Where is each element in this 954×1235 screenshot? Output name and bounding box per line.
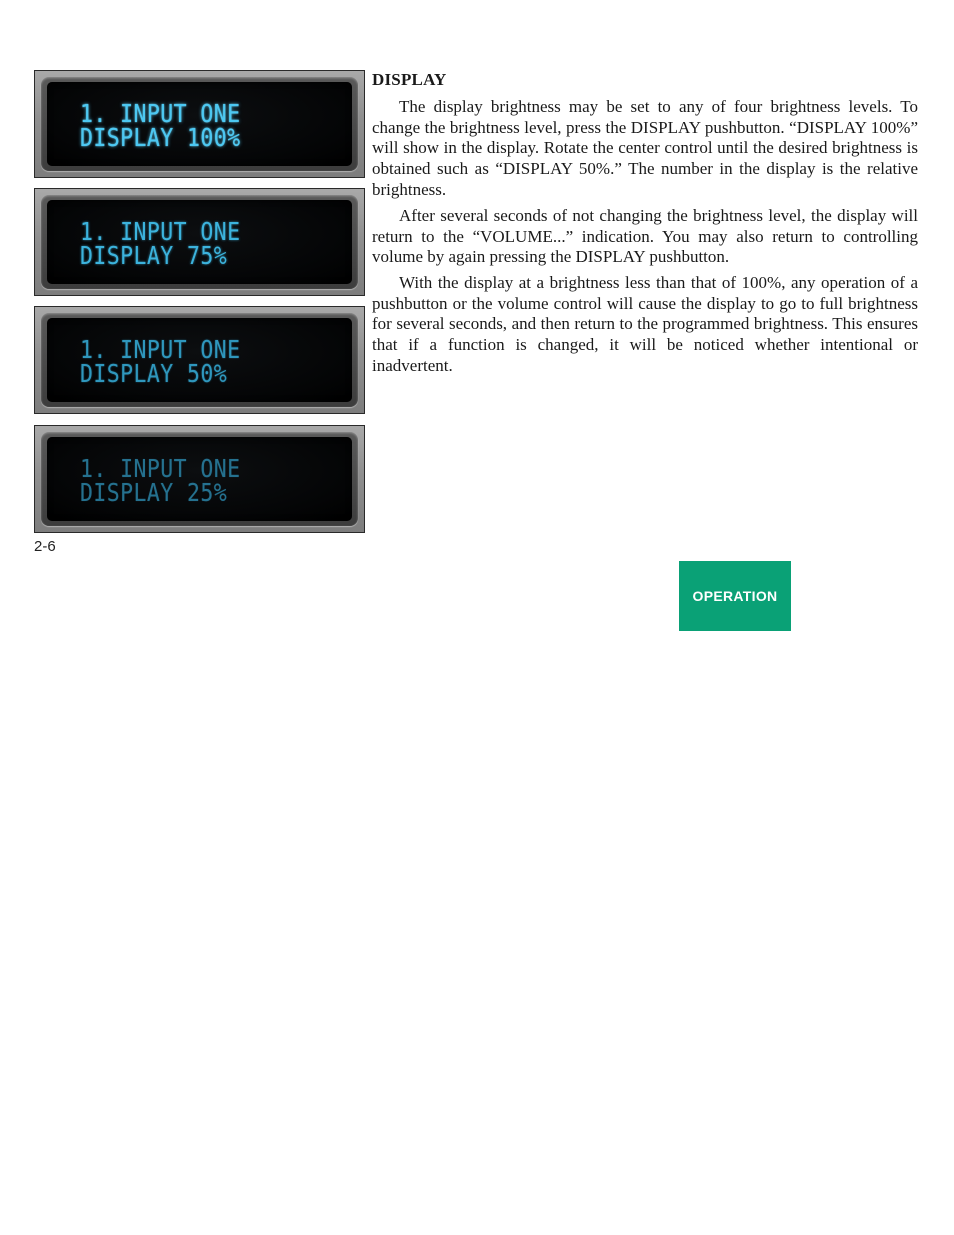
vfd-line-2: DISPLAY 25%	[80, 478, 228, 507]
vfd-screen	[47, 82, 352, 166]
display-photo-50	[34, 306, 365, 414]
display-photo-75	[34, 188, 365, 296]
vfd-screen	[47, 318, 352, 402]
vfd-line-2: DISPLAY 75%	[80, 241, 228, 270]
paragraph-brightness-levels: The display brightness may be set to any of four brightness levels. To change the brightness level, press the DISPLAY pushbutton. “DISPLAY 100%” will show in the display. Rotate the center control until the desired brightness is obtained such as “DISPLAY 50%.” The number in the display is the relative brightness.	[372, 97, 918, 199]
display-photo-25	[34, 425, 365, 533]
vfd-line-2: DISPLAY 50%	[80, 359, 228, 388]
vfd-line-2: DISPLAY 100%	[80, 123, 241, 152]
operation-section-tab	[679, 561, 791, 631]
display-bezel	[41, 195, 358, 289]
vfd-line-1: 1. INPUT ONE	[80, 99, 241, 128]
vfd-screen	[47, 437, 352, 521]
section-heading: DISPLAY	[372, 70, 447, 89]
paragraph-return-to-volume: After several seconds of not changing the brightness level, the display will return to the “VOLUME...” indication. You may also return to controlling volume by again pressing the DISPLAY pushbutton.	[372, 206, 918, 267]
vfd-line-1: 1. INPUT ONE	[80, 454, 241, 483]
section-tab-label: OPERATION	[692, 588, 778, 604]
paragraph-full-brightness: With the display at a brightness less than that of 100%, any operation of a pushbutton or the volume control will cause the display to go to full brightness for several seconds, and then return to the programmed brightness. This ensures that if a function is changed, it will be noticed whether intentional or inadvertent.	[372, 273, 918, 375]
vfd-screen	[47, 200, 352, 284]
display-bezel	[41, 313, 358, 407]
vfd-line-1: 1. INPUT ONE	[80, 217, 241, 246]
page-number: 2-6	[34, 538, 56, 555]
display-photo-100	[34, 70, 365, 178]
display-bezel	[41, 77, 358, 171]
vfd-line-1: 1. INPUT ONE	[80, 335, 241, 364]
display-bezel	[41, 432, 358, 526]
